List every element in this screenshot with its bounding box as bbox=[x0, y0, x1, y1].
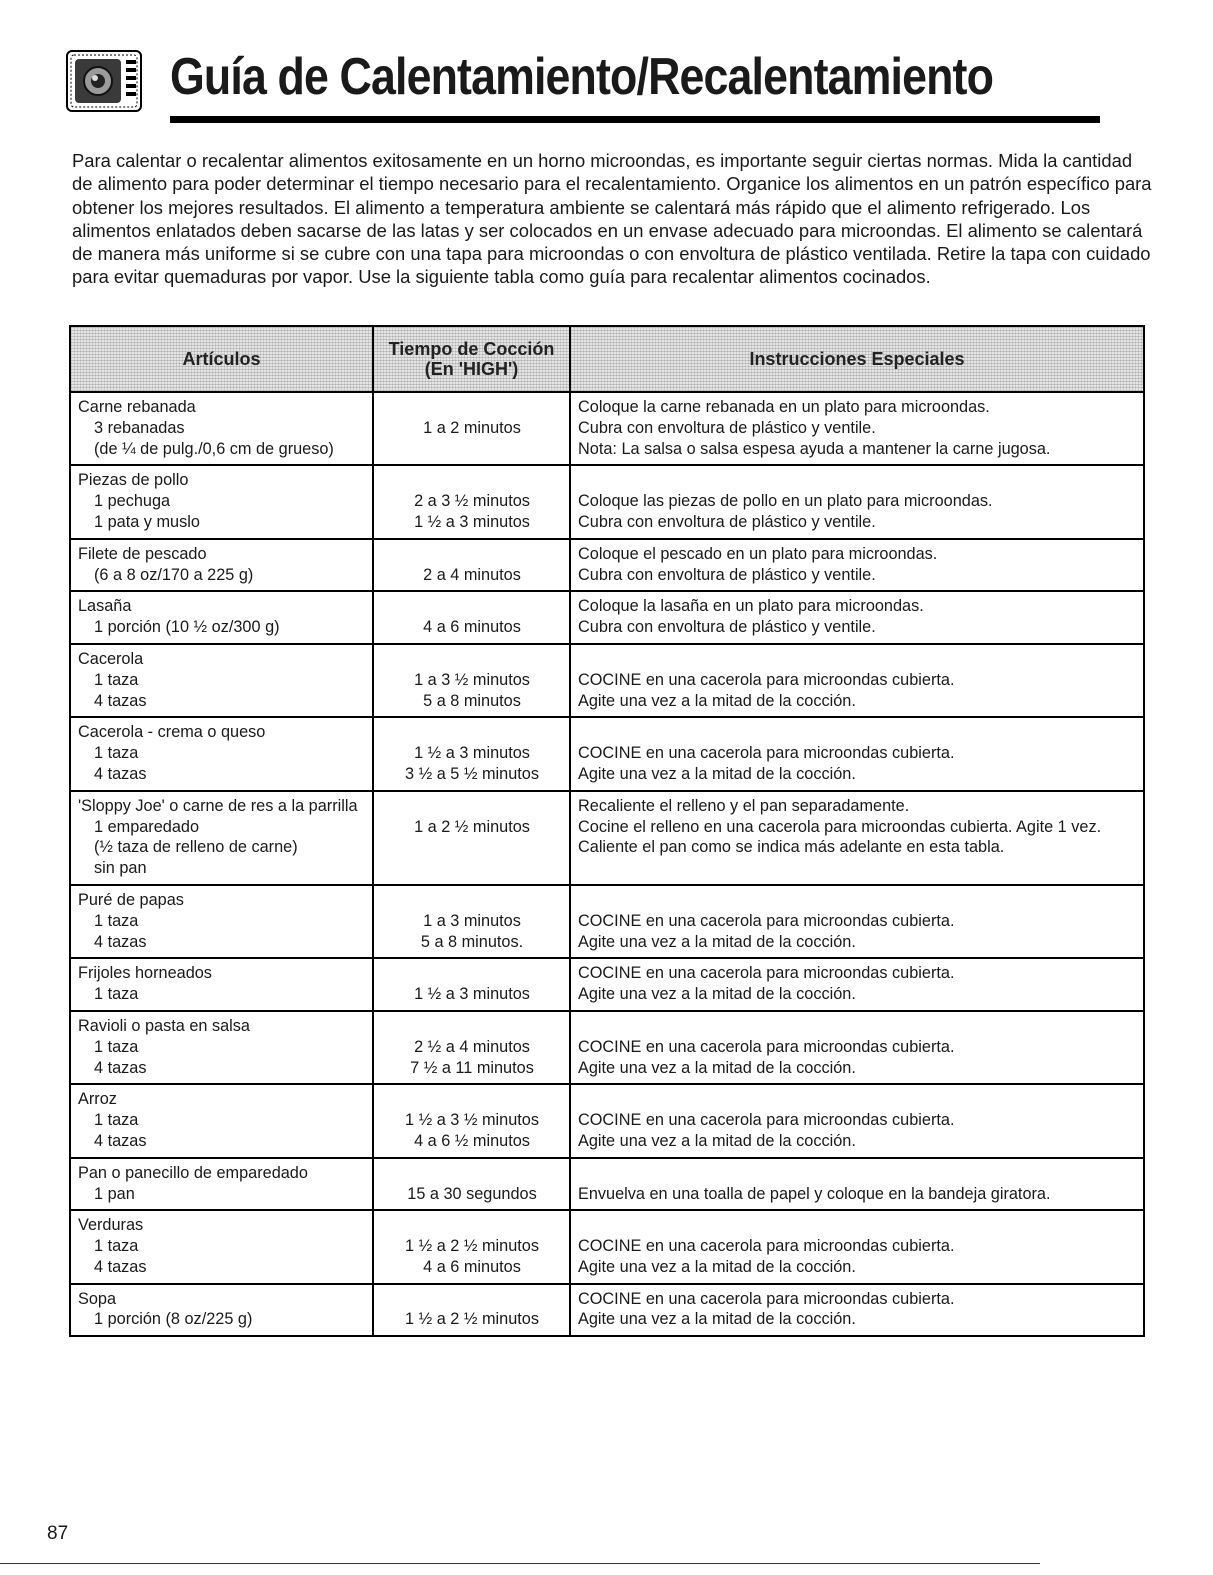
item-line: 1 taza bbox=[94, 670, 139, 689]
time-line bbox=[381, 649, 563, 670]
header-items bbox=[70, 326, 373, 392]
instruction-line: Agite una vez a la mitad de la cocción. bbox=[578, 1131, 856, 1150]
time-line bbox=[381, 837, 563, 858]
time-line: 1 ½ a 3 ½ minutos bbox=[405, 1111, 539, 1130]
time-line: 1 ½ a 2 ½ minutos bbox=[405, 1310, 539, 1329]
item-line: 4 tazas bbox=[94, 1131, 147, 1150]
instruction-line: Agite una vez a la mitad de la cocción. bbox=[578, 764, 856, 783]
time-line: 7 ½ a 11 minutos bbox=[410, 1058, 534, 1077]
instruction-line: Agite una vez a la mitad de la cocción. bbox=[578, 932, 856, 951]
table-row bbox=[70, 1210, 1144, 1283]
reheating-guide-table bbox=[69, 325, 1145, 1337]
time-line: 1 a 3 minutos bbox=[423, 911, 521, 930]
table-row bbox=[70, 791, 1144, 885]
header-items-label: Artículos bbox=[182, 349, 261, 369]
time-line: 5 a 8 minutos bbox=[423, 691, 521, 710]
time-line bbox=[381, 796, 563, 817]
item-line: 1 emparedado bbox=[94, 817, 200, 836]
cell-instructions bbox=[570, 1011, 1144, 1084]
instruction-line: Agite una vez a la mitad de la cocción. bbox=[578, 985, 856, 1004]
time-line bbox=[381, 858, 563, 879]
cell-instructions bbox=[570, 1158, 1144, 1211]
cell-instructions bbox=[570, 1210, 1144, 1283]
item-line: 1 porción (8 oz/225 g) bbox=[94, 1310, 253, 1329]
instruction-line: Agite una vez a la mitad de la cocción. bbox=[578, 1257, 856, 1276]
time-line: 1 ½ a 2 ½ minutos bbox=[405, 1237, 539, 1256]
header-time-line2: (En 'HIGH') bbox=[424, 359, 519, 379]
intro-paragraph: Para calentar o recalentar alimentos exitosamente en un horno microondas, es importante seguir ciertas normas. Mida la cantidad de alimento para poder determinar el tiempo necesario para el recalentamiento. Organice los alimentos en un patrón específico para obtener los mejores resultados. El alimento a temperatura ambiente se calentará más rápido que el alimento refrigerado. Los alimentos enlatados deben sacarse de las latas y ser colocados en un envase adecuado para microondas. El alimento se calentará de manera más uniforme si se cubre con una tapa para microondas o con envoltura de plástico ventilada. Retire la tapa con cuidado para evitar quemaduras por vapor. Use la siguiente tabla como guía para recalentar alimentos cocinados. bbox=[72, 150, 1152, 288]
instruction-line bbox=[578, 890, 1137, 911]
page-number: 87 bbox=[47, 1523, 69, 1544]
table-row bbox=[70, 885, 1144, 958]
item-line: 1 taza bbox=[94, 744, 139, 763]
header-time-line1: Tiempo de Cocción bbox=[388, 339, 555, 359]
cell-time bbox=[373, 1210, 570, 1283]
cell-instructions bbox=[570, 539, 1144, 592]
item-line: Ravioli o pasta en salsa bbox=[78, 1016, 250, 1035]
cell-items bbox=[70, 1210, 373, 1283]
instruction-line: Agite una vez a la mitad de la cocción. bbox=[578, 691, 856, 710]
time-line: 4 a 6 minutos bbox=[423, 618, 521, 637]
instruction-line: COCINE en una cacerola para microondas cubierta. bbox=[578, 911, 955, 930]
instruction-line: Coloque las piezas de pollo en un plato para microondas. bbox=[578, 492, 993, 511]
instruction-line bbox=[578, 1215, 1137, 1236]
cell-instructions bbox=[570, 885, 1144, 958]
table-row bbox=[70, 1284, 1144, 1337]
instruction-line: Coloque la carne rebanada en un plato para microondas. bbox=[578, 398, 990, 416]
instruction-line: Envuelva en una toalla de papel y coloque en la bandeja giratora. bbox=[578, 1184, 1051, 1203]
instruction-line: Agite una vez a la mitad de la cocción. bbox=[578, 1310, 856, 1329]
time-line bbox=[381, 722, 563, 743]
item-line: Verduras bbox=[78, 1216, 144, 1235]
item-line: 4 tazas bbox=[94, 764, 147, 783]
item-line: Carne rebanada bbox=[78, 398, 196, 416]
cell-time bbox=[373, 791, 570, 885]
instruction-line: Agite una vez a la mitad de la cocción. bbox=[578, 1058, 856, 1077]
item-line: Cacerola bbox=[78, 649, 144, 668]
time-line: 1 a 2 ½ minutos bbox=[414, 817, 530, 836]
instruction-line: Cubra con envoltura de plástico y ventile. bbox=[578, 618, 876, 637]
cell-time bbox=[373, 539, 570, 592]
time-line: 2 a 4 minutos bbox=[423, 565, 521, 584]
item-line: 1 pan bbox=[94, 1184, 135, 1203]
table-row bbox=[70, 1084, 1144, 1157]
time-line bbox=[381, 544, 563, 565]
table-row bbox=[70, 539, 1144, 592]
time-line: 3 ½ a 5 ½ minutos bbox=[405, 764, 539, 783]
time-line bbox=[381, 596, 563, 617]
cell-items bbox=[70, 1158, 373, 1211]
time-line: 5 a 8 minutos. bbox=[420, 932, 524, 951]
instruction-line: Caliente el pan como se indica más adelante en esta tabla. bbox=[578, 838, 1005, 857]
table-row bbox=[70, 958, 1144, 1011]
item-line: Lasaña bbox=[78, 597, 132, 616]
time-line bbox=[381, 439, 563, 460]
item-line: 4 tazas bbox=[94, 1058, 147, 1077]
time-line bbox=[381, 963, 563, 984]
time-line bbox=[381, 1089, 563, 1110]
instruction-line bbox=[578, 1016, 1137, 1037]
item-line: Pan o panecillo de emparedado bbox=[78, 1163, 308, 1182]
instruction-line: Coloque el pescado en un plato para microondas. bbox=[578, 544, 938, 563]
instruction-line bbox=[578, 1089, 1137, 1110]
header-instructions bbox=[570, 326, 1144, 392]
table-header-row bbox=[70, 326, 1144, 392]
cell-time bbox=[373, 644, 570, 717]
table-row bbox=[70, 465, 1144, 538]
cell-time bbox=[373, 1284, 570, 1337]
instruction-line bbox=[578, 1163, 1137, 1184]
instruction-line: Nota: La salsa o salsa espesa ayuda a mantener la carne jugosa. bbox=[578, 439, 1051, 458]
page-title: Guía de Calentamiento/Recalentamiento bbox=[170, 48, 994, 106]
instruction-line: COCINE en una cacerola para microondas cubierta. bbox=[578, 744, 955, 763]
cell-instructions bbox=[570, 1284, 1144, 1337]
item-line: 1 pata y muslo bbox=[94, 512, 200, 531]
item-line: (6 a 8 oz/170 a 225 g) bbox=[94, 565, 254, 584]
cell-time bbox=[373, 392, 570, 465]
cell-items bbox=[70, 539, 373, 592]
instruction-line: COCINE en una cacerola para microondas cubierta. bbox=[578, 964, 955, 983]
item-line: 1 taza bbox=[94, 911, 139, 930]
instruction-line: Cubra con envoltura de plástico y ventile. bbox=[578, 418, 876, 437]
instruction-line: COCINE en una cacerola para microondas cubierta. bbox=[578, 1037, 955, 1056]
cell-items bbox=[70, 791, 373, 885]
time-line: 2 ½ a 4 minutos bbox=[414, 1037, 530, 1056]
instruction-line: Cubra con envoltura de plástico y ventile. bbox=[578, 512, 876, 531]
item-line: Arroz bbox=[78, 1090, 117, 1109]
instruction-line: COCINE en una cacerola para microondas cubierta. bbox=[578, 670, 955, 689]
table-row bbox=[70, 1011, 1144, 1084]
instruction-line bbox=[578, 649, 1137, 670]
header-instructions-label: Instrucciones Especiales bbox=[749, 349, 965, 369]
time-line: 1 a 3 ½ minutos bbox=[414, 670, 530, 689]
item-line: (½ taza de relleno de carne) bbox=[94, 838, 298, 857]
microwave-badge-icon bbox=[66, 50, 142, 112]
item-line: 1 taza bbox=[94, 985, 139, 1004]
cell-items bbox=[70, 1284, 373, 1337]
item-line: Sopa bbox=[78, 1289, 117, 1308]
item-line: Puré de papas bbox=[78, 890, 184, 909]
item-line: 4 tazas bbox=[94, 932, 147, 951]
cell-time bbox=[373, 885, 570, 958]
cell-time bbox=[373, 465, 570, 538]
time-line bbox=[381, 1289, 563, 1310]
cell-instructions bbox=[570, 644, 1144, 717]
instruction-line: Cocine el relleno en una cacerola para microondas cubierta. Agite 1 vez. bbox=[578, 817, 1102, 836]
instruction-line: Cubra con envoltura de plástico y ventile. bbox=[578, 565, 876, 584]
cell-time bbox=[373, 1011, 570, 1084]
time-line bbox=[381, 1016, 563, 1037]
time-line: 2 a 3 ½ minutos bbox=[414, 492, 530, 511]
title-underline bbox=[170, 116, 1100, 123]
table-row bbox=[70, 1158, 1144, 1211]
time-line: 4 a 6 ½ minutos bbox=[414, 1131, 530, 1150]
time-line: 15 a 30 segundos bbox=[407, 1184, 537, 1203]
instruction-line bbox=[578, 722, 1137, 743]
time-line: 1 ½ a 3 minutos bbox=[414, 744, 530, 763]
cell-time bbox=[373, 591, 570, 644]
instruction-line: COCINE en una cacerola para microondas cubierta. bbox=[578, 1237, 955, 1256]
item-line: 1 taza bbox=[94, 1111, 139, 1130]
item-line: 1 taza bbox=[94, 1237, 139, 1256]
time-line bbox=[381, 1215, 563, 1236]
time-line: 4 a 6 minutos bbox=[423, 1257, 521, 1276]
time-line bbox=[381, 890, 563, 911]
cell-time bbox=[373, 1084, 570, 1157]
table-row bbox=[70, 717, 1144, 790]
cell-items bbox=[70, 591, 373, 644]
table-body bbox=[70, 392, 1144, 1336]
item-line: 1 porción (10 ½ oz/300 g) bbox=[94, 618, 280, 637]
cell-items bbox=[70, 392, 373, 465]
cell-items bbox=[70, 717, 373, 790]
table-row bbox=[70, 644, 1144, 717]
page-header bbox=[66, 40, 1076, 126]
header-time bbox=[373, 326, 570, 392]
time-line bbox=[381, 470, 563, 491]
item-line: (de ¼ de pulg./0,6 cm de grueso) bbox=[94, 439, 334, 458]
item-line: Frijoles horneados bbox=[78, 964, 212, 983]
item-line: 3 rebanadas bbox=[94, 418, 185, 437]
cell-items bbox=[70, 644, 373, 717]
cell-instructions bbox=[570, 1084, 1144, 1157]
cell-instructions bbox=[570, 717, 1144, 790]
footer-rule bbox=[0, 1563, 1040, 1564]
cell-instructions bbox=[570, 465, 1144, 538]
time-line: 1 a 2 minutos bbox=[423, 418, 521, 437]
cell-instructions bbox=[570, 392, 1144, 465]
cell-instructions bbox=[570, 791, 1144, 885]
time-line bbox=[381, 1163, 563, 1184]
item-line: Piezas de pollo bbox=[78, 471, 189, 490]
cell-items bbox=[70, 465, 373, 538]
item-line: Cacerola - crema o queso bbox=[78, 723, 266, 742]
instruction-line: COCINE en una cacerola para microondas cubierta. bbox=[578, 1289, 955, 1308]
instruction-line: Coloque la lasaña en un plato para microondas. bbox=[578, 597, 924, 616]
instruction-line: COCINE en una cacerola para microondas cubierta. bbox=[578, 1111, 955, 1130]
item-line: 'Sloppy Joe' o carne de res a la parrilla bbox=[78, 796, 358, 815]
cell-time bbox=[373, 1158, 570, 1211]
item-line: 4 tazas bbox=[94, 1257, 147, 1276]
time-line: 1 ½ a 3 minutos bbox=[414, 985, 530, 1004]
item-line: 4 tazas bbox=[94, 691, 147, 710]
cell-time bbox=[373, 717, 570, 790]
instruction-line: Recaliente el relleno y el pan separadamente. bbox=[578, 796, 910, 815]
table-row bbox=[70, 591, 1144, 644]
item-line: sin pan bbox=[94, 859, 147, 878]
cell-time bbox=[373, 958, 570, 1011]
table-row bbox=[70, 392, 1144, 465]
cell-items bbox=[70, 885, 373, 958]
time-line bbox=[381, 397, 563, 418]
cell-instructions bbox=[570, 958, 1144, 1011]
instruction-line bbox=[578, 858, 1137, 879]
cell-items bbox=[70, 958, 373, 1011]
item-line: Filete de pescado bbox=[78, 544, 207, 563]
cell-items bbox=[70, 1084, 373, 1157]
item-line: 1 taza bbox=[94, 1037, 139, 1056]
item-line: 1 pechuga bbox=[94, 492, 171, 511]
time-line: 1 ½ a 3 minutos bbox=[414, 512, 530, 531]
instruction-line bbox=[578, 470, 1137, 491]
cell-items bbox=[70, 1011, 373, 1084]
cell-instructions bbox=[570, 591, 1144, 644]
